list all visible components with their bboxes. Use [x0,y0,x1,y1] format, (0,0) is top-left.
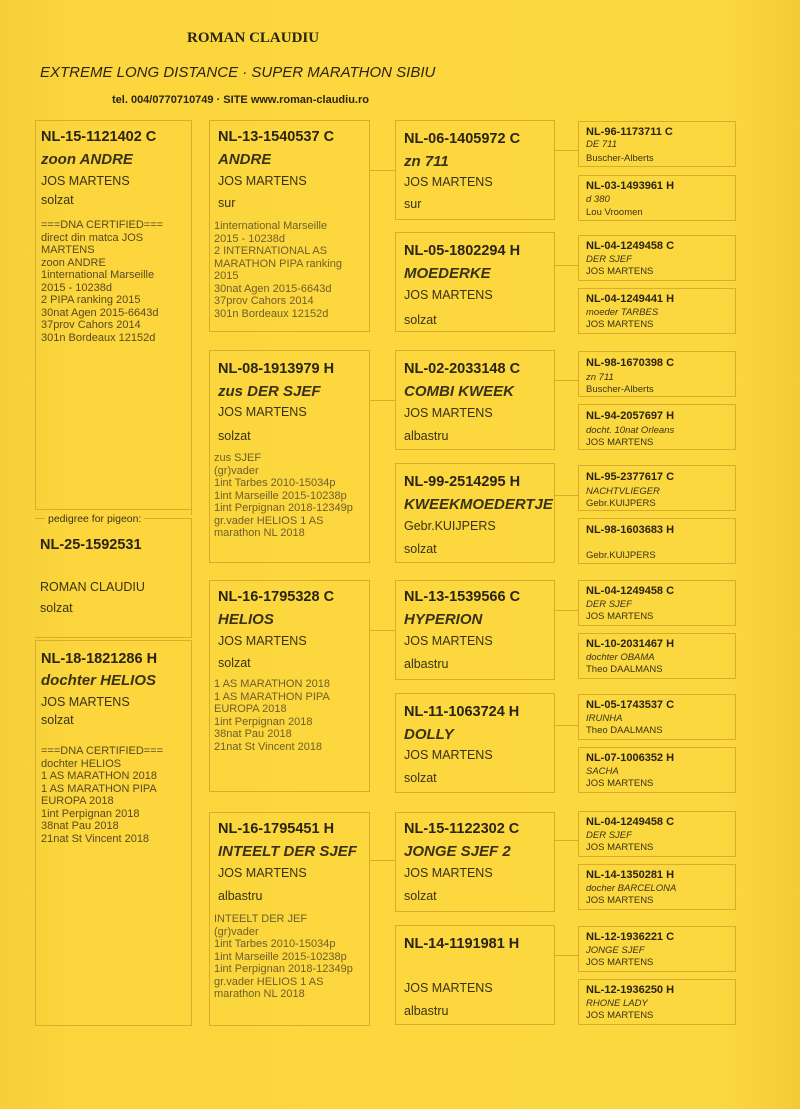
gen4-ring: NL-07-1006352 H [586,752,675,764]
gen3-card [395,812,555,912]
gen4-name: NACHTVLIEGER [586,486,660,497]
subject-card [35,518,192,638]
gen4-breeder: Buscher-Alberts [586,153,654,164]
sire-breeder: JOS MARTENS [41,174,130,188]
gen4-breeder: Theo DAALMANS [586,725,663,736]
dam-name: dochter HELIOS [41,672,157,689]
gen4-ring: NL-96-1173711 C [586,126,673,138]
gen2-notes: 1international Marseille 2015 - 10238d 2 INTERNATIONAL AS MARATHON PIPA ranking 2015 30nat Agen 2015-6643d 37prov Cahors 2014 301n Bordeaux 12152d [214,220,342,320]
gen4-ring: NL-12-1936250 H [586,984,675,996]
gen4-card [578,465,736,511]
gen3-color: sur [404,197,422,211]
gen4-name: docher BARCELONA [586,883,677,894]
sire-notes: ===DNA CERTIFIED=== direct din matca JOS MARTENS zoon ANDRE 1international Marseille 2015 - 10238d 2 PIPA ranking 2015 30nat Agen 2015-6643d 37prov Cahors 2014 301n Bordeaux 12152d [41,219,164,344]
gen3-ring: NL-13-1539566 C [404,589,521,605]
connector-line [554,610,578,611]
gen4-card [578,747,736,793]
gen3-ring: NL-15-1122302 C [404,821,520,837]
gen4-ring: NL-14-1350281 H [586,869,675,881]
gen4-breeder: Gebr.KUIJPERS [586,498,656,509]
sire-ring: NL-15-1121402 C [41,129,157,145]
gen4-ring: NL-94-2057697 H [586,410,675,422]
gen4-card [578,811,736,857]
gen4-card [578,694,736,740]
gen4-breeder: JOS MARTENS [586,1010,654,1021]
gen4-breeder: JOS MARTENS [586,611,654,622]
gen3-ring: NL-05-1802294 H [404,243,521,259]
gen2-ring: NL-16-1795451 H [218,821,335,837]
gen2-breeder: JOS MARTENS [218,405,307,419]
gen4-ring: NL-04-1249458 C [586,585,675,597]
gen2-name: HELIOS [218,611,274,628]
gen3-breeder: JOS MARTENS [404,748,493,762]
gen3-name: DOLLY [404,726,454,743]
gen4-breeder: Theo DAALMANS [586,664,663,675]
gen4-breeder: JOS MARTENS [586,266,654,277]
gen4-breeder: JOS MARTENS [586,437,654,448]
gen2-breeder: JOS MARTENS [218,634,307,648]
gen3-breeder: JOS MARTENS [404,981,493,995]
gen3-ring: NL-06-1405972 C [404,131,521,147]
dam-color: solzat [41,713,74,727]
gen3-color: albastru [404,657,449,671]
connector-line [554,955,578,956]
gen2-breeder: JOS MARTENS [218,866,307,880]
gen4-name: zn 711 [586,372,614,383]
subject-color: solzat [40,601,73,615]
gen4-card [578,979,736,1025]
gen3-card [395,693,555,793]
gen3-ring: NL-99-2514295 H [404,474,521,490]
gen2-breeder: JOS MARTENS [218,174,307,188]
gen3-card [395,580,555,680]
gen3-breeder: JOS MARTENS [404,175,493,189]
gen2-ring: NL-13-1540537 C [218,129,335,145]
gen2-name: ANDRE [218,151,272,168]
connector-line [554,725,578,726]
sire-card [35,120,192,510]
gen4-breeder: JOS MARTENS [586,319,654,330]
connector-line [554,265,578,266]
header-subtitle: EXTREME LONG DISTANCE · SUPER MARATHON SIBIU [40,64,436,81]
gen3-name: HYPERION [404,611,483,628]
subject-ring: NL-25-1592531 [40,537,142,553]
gen3-color: solzat [404,313,437,327]
connector-line [554,840,578,841]
gen2-card [209,580,370,792]
gen2-card [209,812,370,1026]
gen4-breeder: Buscher-Alberts [586,384,654,395]
gen2-notes: zus SJEF (gr)vader 1int Tarbes 2010-15034p 1int Marseille 2015-10238p 1int Perpignan 2018-12349p gr.vader HELIOS 1 AS marathon NL 2018 [214,452,353,539]
gen4-card [578,288,736,334]
gen2-name: INTEELT DER SJEF [218,843,357,860]
gen4-ring: NL-10-2031467 H [586,638,675,650]
gen4-ring: NL-12-1936221 C [586,931,675,943]
gen4-card [578,633,736,679]
gen3-breeder: JOS MARTENS [404,634,493,648]
gen4-breeder: Lou Vroomen [586,207,643,218]
gen3-color: solzat [404,889,437,903]
connector-line [554,380,578,381]
gen2-color: solzat [218,656,251,670]
gen4-breeder: JOS MARTENS [586,842,654,853]
connector-line [370,630,395,631]
gen4-breeder: JOS MARTENS [586,895,654,906]
gen3-breeder: JOS MARTENS [404,866,493,880]
gen4-name: DE 711 [586,139,617,150]
connector-line [554,495,578,496]
gen4-name: DER SJEF [586,599,632,610]
gen4-ring: NL-04-1249441 H [586,293,675,305]
gen4-card [578,175,736,221]
gen4-card [578,351,736,397]
gen4-card [578,235,736,281]
connector-line [554,150,578,151]
gen3-name: JONGE SJEF 2 [404,843,511,860]
gen2-card [209,350,370,563]
gen4-name: docht. 10nat Orleans [586,425,675,436]
gen3-ring: NL-02-2033148 C [404,361,521,377]
gen2-notes: 1 AS MARATHON 2018 1 AS MARATHON PIPA EUROPA 2018 1int Perpignan 2018 38nat Pau 2018 21nat St Vincent 2018 [214,678,330,753]
gen3-card [395,463,555,563]
gen4-ring: NL-95-2377617 C [586,471,675,483]
gen4-card [578,864,736,910]
gen4-ring: NL-03-1493961 H [586,180,675,192]
gen3-color: albastru [404,429,449,443]
gen3-card [395,120,555,220]
subject-owner: ROMAN CLAUDIU [40,580,145,594]
connector-line [370,400,395,401]
pedigree-label: pedigree for pigeon: [45,513,144,525]
gen3-breeder: JOS MARTENS [404,406,493,420]
gen4-card [578,926,736,972]
gen4-card [578,404,736,450]
gen2-color: albastru [218,889,263,903]
gen2-name: zus DER SJEF [218,383,321,400]
gen2-ring: NL-16-1795328 C [218,589,335,605]
gen4-name: dochter OBAMA [586,652,655,663]
gen4-card [578,518,736,564]
gen3-name: KWEEKMOEDERTJE [404,496,553,513]
gen3-color: solzat [404,542,437,556]
gen4-ring: NL-05-1743537 C [586,699,675,711]
sire-name: zoon ANDRE [41,151,133,168]
gen4-breeder: JOS MARTENS [586,778,654,789]
gen3-breeder: Gebr.KUIJPERS [404,519,496,533]
breeder-title: ROMAN CLAUDIU [187,30,320,46]
dam-notes: ===DNA CERTIFIED=== dochter HELIOS 1 AS MARATHON 2018 1 AS MARATHON PIPA EUROPA 2018 1int Perpignan 2018 38nat Pau 2018 21nat St Vincent 2018 [41,745,164,845]
gen2-color: solzat [218,429,251,443]
gen4-breeder: JOS MARTENS [586,957,654,968]
dam-breeder: JOS MARTENS [41,695,130,709]
dam-ring: NL-18-1821286 H [41,651,158,667]
gen4-name: IRUNHA [586,713,623,724]
gen3-name: zn 711 [404,153,449,170]
gen3-card [395,925,555,1025]
gen2-notes: INTEELT DER JEF (gr)vader 1int Tarbes 2010-15034p 1int Marseille 2015-10238p 1int Perpignan 2018-12349p gr.vader HELIOS 1 AS marathon NL 2018 [214,913,353,1000]
gen4-name: moeder TARBES [586,307,659,318]
gen4-card [578,580,736,626]
gen3-ring: NL-11-1063724 H [404,704,520,720]
gen4-ring: NL-98-1603683 H [586,524,675,536]
gen2-ring: NL-08-1913979 H [218,361,335,377]
gen3-ring: NL-14-1191981 H [404,936,520,952]
gen4-name: DER SJEF [586,254,632,265]
gen4-name: d 380 [586,194,610,205]
gen4-name: DER SJEF [586,830,632,841]
gen3-breeder: JOS MARTENS [404,288,493,302]
gen3-name: MOEDERKE [404,265,491,282]
gen4-name: SACHA [586,766,619,777]
connector-line [370,170,395,171]
gen2-card [209,120,370,332]
gen4-name: JONGE SJEF [586,945,645,956]
gen3-color: solzat [404,771,437,785]
gen3-color: albastru [404,1004,449,1018]
gen4-name: RHONE LADY [586,998,648,1009]
gen3-card [395,232,555,332]
header-contact: tel. 004/0770710749 · SITE www.roman-claudiu.ro [112,94,369,106]
gen3-name: COMBI KWEEK [404,383,514,400]
gen3-card [395,350,555,450]
gen2-color: sur [218,196,236,210]
sire-color: solzat [41,193,74,207]
gen4-ring: NL-04-1249458 C [586,816,675,828]
gen4-ring: NL-04-1249458 C [586,240,675,252]
gen4-ring: NL-98-1670398 C [586,357,675,369]
gen4-breeder: Gebr.KUIJPERS [586,550,656,561]
gen4-card [578,121,736,167]
connector-line [370,860,395,861]
dam-card [35,640,192,1026]
